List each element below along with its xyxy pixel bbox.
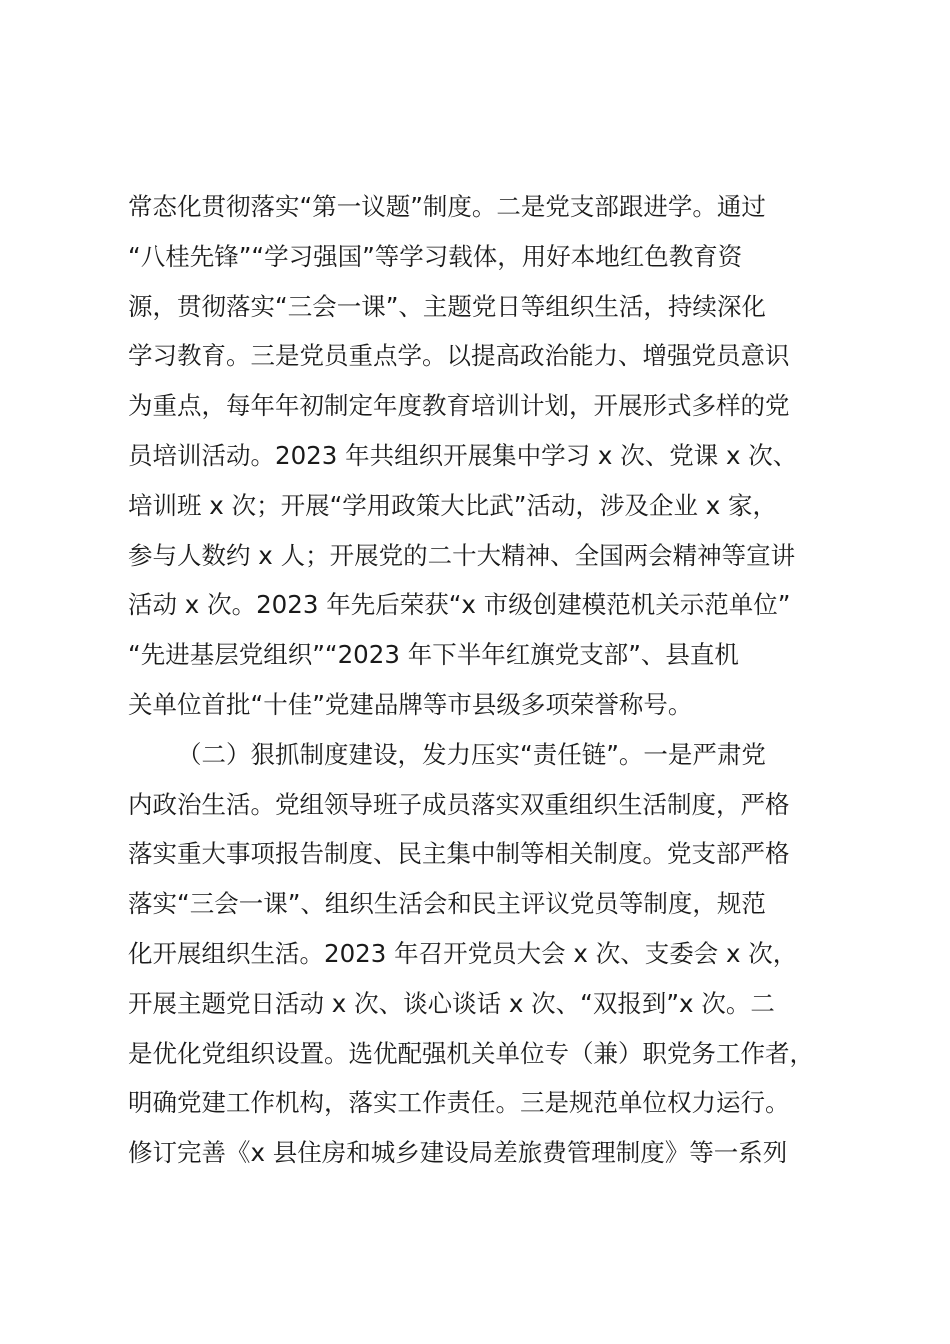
text-line: 明确党建工作机构，落实工作责任。三是规范单位权力运行。: [128, 1088, 790, 1118]
text-line: 活动 x 次。2023 年先后荣获“x 市级创建模范机关示范单位”: [128, 590, 791, 620]
text-line: 关单位首批“十佳”党建品牌等市县级多项荣誉称号。: [128, 689, 693, 719]
text-line: 源，贯彻落实“三会一课”、主题党日等组织生活，持续深化: [128, 291, 766, 321]
text-line: 常态化贯彻落实“第一议题”制度。二是党支部跟进学。通过: [128, 192, 766, 221]
text-line: 为重点，每年年初制定年度教育培训计划，开展形式多样的党: [128, 391, 790, 421]
text-line: 培训班 x 次；开展“学用政策大比武”活动，涉及企业 x 家，: [128, 490, 778, 520]
section-heading-line: （二）狠抓制度建设，发力压实“责任链”。一是严肃党: [177, 739, 766, 769]
text-line: “先进基层党组织”“2023 年下半年红旗党支部”、县直机: [128, 640, 739, 670]
text-line: 内政治生活。党组领导班子成员落实双重组织生活制度，严格: [128, 789, 790, 819]
text-line: 开展主题党日活动 x 次、谈心谈话 x 次、“双报到”x 次。二: [128, 988, 775, 1018]
text-line: 员培训活动。2023 年共组织开展集中学习 x 次、党课 x 次、: [128, 440, 798, 470]
text-line: 落实重大事项报告制度、民主集中制等相关制度。党支部严格: [128, 839, 790, 869]
text-line: 修订完善《x 县住房和城乡建设局差旅费管理制度》等一系列: [128, 1138, 788, 1168]
text-line: 是优化党组织设置。选优配强机关单位专（兼）职党务工作者，: [128, 1038, 814, 1068]
text-line: 落实“三会一课”、组织生活会和民主评议党员等制度，规范: [128, 889, 766, 919]
document-body: [128, 182, 828, 1178]
text-line: 化开展组织生活。2023 年召开党员大会 x 次、支委会 x 次，: [128, 938, 798, 968]
text-line: 学习教育。三是党员重点学。以提高政治能力、增强党员意识: [128, 341, 790, 371]
text-line: “八桂先锋”“学习强国”等学习载体，用好本地红色教育资: [128, 241, 743, 271]
text-line: 参与人数约 x 人；开展党的二十大精神、全国两会精神等宣讲: [128, 540, 796, 570]
